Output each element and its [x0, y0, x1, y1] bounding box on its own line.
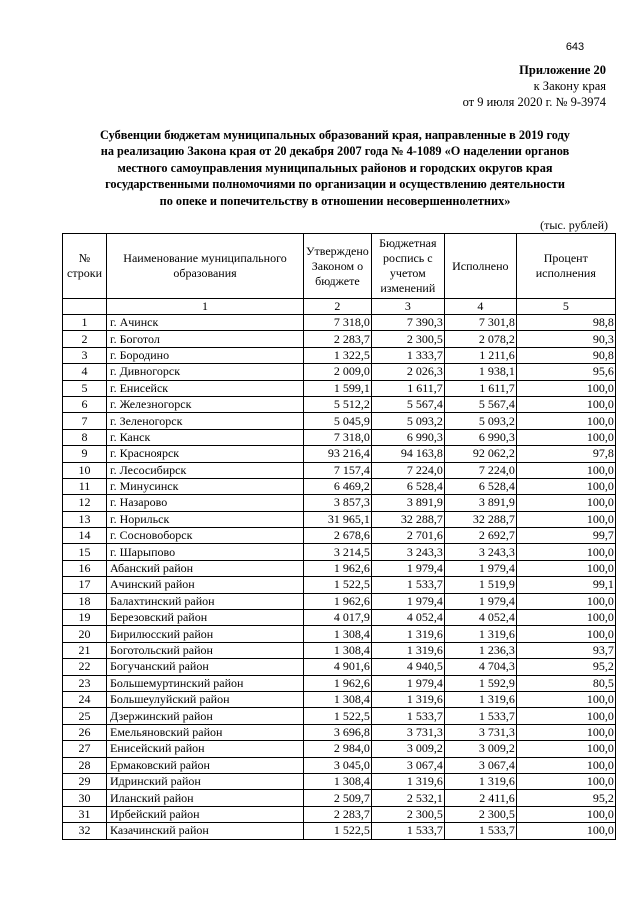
- executed-amount: 1 236,3: [444, 642, 516, 658]
- budget-schedule-amount: 2 026,3: [371, 364, 444, 380]
- execution-percent: 100,0: [516, 413, 615, 429]
- municipality-name: г. Назарово: [107, 495, 304, 511]
- budget-schedule-amount: 2 532,1: [371, 790, 444, 806]
- subsidies-table: [62, 233, 616, 840]
- title-line: по опеке и попечительству в отношении несовершеннолетних»: [159, 193, 511, 208]
- table-body: [63, 315, 616, 840]
- row-number: 19: [63, 610, 107, 626]
- row-number: 22: [63, 659, 107, 675]
- execution-percent: 80,5: [516, 675, 615, 691]
- executed-amount: 6 990,3: [444, 429, 516, 445]
- executed-amount: 1 533,7: [444, 823, 516, 839]
- approved-amount: 5 512,2: [304, 396, 372, 412]
- execution-percent: 100,0: [516, 741, 615, 757]
- execution-percent: 100,0: [516, 610, 615, 626]
- table-row: [63, 380, 616, 396]
- table-row: [63, 560, 616, 576]
- execution-percent: 100,0: [516, 544, 615, 560]
- budget-schedule-amount: 1 533,7: [371, 577, 444, 593]
- row-number: 23: [63, 675, 107, 691]
- table-row: [63, 773, 616, 789]
- approved-amount: 1 522,5: [304, 823, 372, 839]
- row-number: 12: [63, 495, 107, 511]
- title-line: местного самоуправления муниципальных районов и городских округов края: [117, 160, 553, 175]
- table-row: [63, 659, 616, 675]
- appendix-date: от 9 июля 2020 г. № 9-3974: [462, 95, 606, 109]
- municipality-name: г. Минусинск: [107, 478, 304, 494]
- execution-percent: 93,7: [516, 642, 615, 658]
- table-row: [63, 315, 616, 331]
- budget-schedule-amount: 3 731,3: [371, 724, 444, 740]
- table-row: [63, 790, 616, 806]
- row-number: 29: [63, 773, 107, 789]
- municipality-name: Балахтинский район: [107, 593, 304, 609]
- table-row: [63, 741, 616, 757]
- table-row: [63, 331, 616, 347]
- table-row: [63, 364, 616, 380]
- budget-schedule-amount: 5 567,4: [371, 396, 444, 412]
- execution-percent: 100,0: [516, 823, 615, 839]
- execution-percent: 100,0: [516, 708, 615, 724]
- execution-percent: 100,0: [516, 560, 615, 576]
- executed-amount: 2 411,6: [444, 790, 516, 806]
- row-number: 30: [63, 790, 107, 806]
- execution-percent: 100,0: [516, 396, 615, 412]
- row-number: 5: [63, 380, 107, 396]
- approved-amount: 4 901,6: [304, 659, 372, 675]
- executed-amount: 3 891,9: [444, 495, 516, 511]
- municipality-name: Березовский район: [107, 610, 304, 626]
- budget-schedule-amount: 1 979,4: [371, 593, 444, 609]
- table-row: [63, 626, 616, 642]
- execution-percent: 100,0: [516, 757, 615, 773]
- table-row: [63, 691, 616, 707]
- executed-amount: 5 567,4: [444, 396, 516, 412]
- approved-amount: 7 318,0: [304, 315, 372, 331]
- executed-amount: 7 224,0: [444, 462, 516, 478]
- municipality-name: Ачинский район: [107, 577, 304, 593]
- budget-schedule-amount: 6 990,3: [371, 429, 444, 445]
- budget-schedule-amount: 3 243,3: [371, 544, 444, 560]
- execution-percent: 100,0: [516, 511, 615, 527]
- budget-schedule-amount: 1 611,7: [371, 380, 444, 396]
- table-row: [63, 757, 616, 773]
- executed-amount: 7 301,8: [444, 315, 516, 331]
- row-number: 15: [63, 544, 107, 560]
- execution-percent: 100,0: [516, 478, 615, 494]
- approved-amount: 1 322,5: [304, 347, 372, 363]
- approved-amount: 4 017,9: [304, 610, 372, 626]
- budget-schedule-amount: 1 333,7: [371, 347, 444, 363]
- executed-amount: 1 979,4: [444, 560, 516, 576]
- row-number: 6: [63, 396, 107, 412]
- table-row: [63, 528, 616, 544]
- table-row: [63, 593, 616, 609]
- executed-amount: 32 288,7: [444, 511, 516, 527]
- municipality-name: Емельяновский район: [107, 724, 304, 740]
- municipality-name: Ирбейский район: [107, 806, 304, 822]
- approved-amount: 93 216,4: [304, 446, 372, 462]
- row-number: 27: [63, 741, 107, 757]
- header-municipality: Наименование муниципального образования: [107, 234, 304, 299]
- executed-amount: 1 319,6: [444, 773, 516, 789]
- appendix-title: Приложение 20: [519, 63, 606, 77]
- row-number: 17: [63, 577, 107, 593]
- column-number: 3: [371, 299, 444, 315]
- approved-amount: 3 045,0: [304, 757, 372, 773]
- row-number: 2: [63, 331, 107, 347]
- budget-schedule-amount: 1 319,6: [371, 773, 444, 789]
- budget-schedule-amount: 1 979,4: [371, 560, 444, 576]
- executed-amount: 4 052,4: [444, 610, 516, 626]
- municipality-name: Большемуртинский район: [107, 675, 304, 691]
- row-number: 16: [63, 560, 107, 576]
- row-number: 9: [63, 446, 107, 462]
- municipality-name: г. Боготол: [107, 331, 304, 347]
- table-row: [63, 610, 616, 626]
- execution-percent: 100,0: [516, 495, 615, 511]
- execution-percent: 97,8: [516, 446, 615, 462]
- execution-percent: 100,0: [516, 691, 615, 707]
- budget-schedule-amount: 1 533,7: [371, 823, 444, 839]
- municipality-name: г. Железногорск: [107, 396, 304, 412]
- budget-schedule-amount: 32 288,7: [371, 511, 444, 527]
- approved-amount: 2 984,0: [304, 741, 372, 757]
- municipality-name: Бирилюсский район: [107, 626, 304, 642]
- approved-amount: 3 214,5: [304, 544, 372, 560]
- approved-amount: 6 469,2: [304, 478, 372, 494]
- execution-percent: 95,2: [516, 659, 615, 675]
- approved-amount: 2 678,6: [304, 528, 372, 544]
- approved-amount: 1 308,4: [304, 642, 372, 658]
- budget-schedule-amount: 1 979,4: [371, 675, 444, 691]
- executed-amount: 3 009,2: [444, 741, 516, 757]
- budget-schedule-amount: 3 067,4: [371, 757, 444, 773]
- table-row: [63, 823, 616, 839]
- budget-schedule-amount: 1 319,6: [371, 691, 444, 707]
- row-number: 21: [63, 642, 107, 658]
- approved-amount: 1 599,1: [304, 380, 372, 396]
- executed-amount: 1 592,9: [444, 675, 516, 691]
- table-row: [63, 724, 616, 740]
- execution-percent: 100,0: [516, 773, 615, 789]
- execution-percent: 100,0: [516, 380, 615, 396]
- municipality-name: г. Шарыпово: [107, 544, 304, 560]
- row-number: 11: [63, 478, 107, 494]
- budget-schedule-amount: 4 940,5: [371, 659, 444, 675]
- municipality-name: Дзержинский район: [107, 708, 304, 724]
- approved-amount: 2 509,7: [304, 790, 372, 806]
- table-row: [63, 544, 616, 560]
- municipality-name: г. Канск: [107, 429, 304, 445]
- table-row: [63, 478, 616, 494]
- execution-percent: 100,0: [516, 462, 615, 478]
- table-row: [63, 511, 616, 527]
- approved-amount: 1 522,5: [304, 708, 372, 724]
- budget-schedule-amount: 7 390,3: [371, 315, 444, 331]
- municipality-name: Казачинский район: [107, 823, 304, 839]
- header-percent: Процент исполнения: [516, 234, 615, 299]
- row-number: 14: [63, 528, 107, 544]
- approved-amount: 1 308,4: [304, 626, 372, 642]
- row-number: 24: [63, 691, 107, 707]
- budget-schedule-amount: 1 319,6: [371, 642, 444, 658]
- executed-amount: 92 062,2: [444, 446, 516, 462]
- table-row: [63, 708, 616, 724]
- approved-amount: 5 045,9: [304, 413, 372, 429]
- budget-schedule-amount: 2 300,5: [371, 331, 444, 347]
- execution-percent: 98,8: [516, 315, 615, 331]
- table-row: [63, 495, 616, 511]
- table-row: [63, 347, 616, 363]
- units-label: (тыс. рублей): [540, 218, 608, 232]
- header-executed: Исполнено: [444, 234, 516, 299]
- row-number: 26: [63, 724, 107, 740]
- executed-amount: 1 211,6: [444, 347, 516, 363]
- column-number: 5: [516, 299, 615, 315]
- row-number: 4: [63, 364, 107, 380]
- document-title: [62, 127, 608, 209]
- budget-schedule-amount: 1 533,7: [371, 708, 444, 724]
- row-number: 1: [63, 315, 107, 331]
- title-line: Субвенции бюджетам муниципальных образований края, направленные в 2019 году: [100, 128, 570, 142]
- row-number: 13: [63, 511, 107, 527]
- table-row: [63, 446, 616, 462]
- title-line: на реализацию Закона края от 20 декабря 2007 года № 4-1089 «О наделении органов: [100, 144, 570, 159]
- approved-amount: 1 962,6: [304, 593, 372, 609]
- approved-amount: 2 283,7: [304, 331, 372, 347]
- municipality-name: г. Бородино: [107, 347, 304, 363]
- budget-schedule-amount: 94 163,8: [371, 446, 444, 462]
- row-number: 31: [63, 806, 107, 822]
- execution-percent: 95,6: [516, 364, 615, 380]
- budget-schedule-amount: 2 300,5: [371, 806, 444, 822]
- execution-percent: 100,0: [516, 626, 615, 642]
- row-number: 10: [63, 462, 107, 478]
- municipality-name: Боготольский район: [107, 642, 304, 658]
- municipality-name: г. Сосновоборск: [107, 528, 304, 544]
- approved-amount: 3 857,3: [304, 495, 372, 511]
- row-number: 28: [63, 757, 107, 773]
- header-budget-schedule: Бюджетная роспись с учетом изменений: [371, 234, 444, 299]
- executed-amount: 1 938,1: [444, 364, 516, 380]
- executed-amount: 4 704,3: [444, 659, 516, 675]
- executed-amount: 2 078,2: [444, 331, 516, 347]
- executed-amount: 1 979,4: [444, 593, 516, 609]
- executed-amount: 2 300,5: [444, 806, 516, 822]
- budget-schedule-amount: 4 052,4: [371, 610, 444, 626]
- municipality-name: Ермаковский район: [107, 757, 304, 773]
- execution-percent: 99,7: [516, 528, 615, 544]
- page-number: 643: [565, 41, 585, 53]
- municipality-name: Большеулуйский район: [107, 691, 304, 707]
- approved-amount: 1 308,4: [304, 773, 372, 789]
- budget-schedule-amount: 6 528,4: [371, 478, 444, 494]
- table-header-row: [63, 234, 616, 299]
- header-approved: Утверждено Законом о бюджете: [304, 234, 372, 299]
- executed-amount: 3 731,3: [444, 724, 516, 740]
- approved-amount: 2 283,7: [304, 806, 372, 822]
- appendix-law-ref: к Закону края: [533, 79, 606, 93]
- approved-amount: 7 157,4: [304, 462, 372, 478]
- column-number: 4: [444, 299, 516, 315]
- approved-amount: 7 318,0: [304, 429, 372, 445]
- municipality-name: Идринский район: [107, 773, 304, 789]
- executed-amount: 2 692,7: [444, 528, 516, 544]
- municipality-name: г. Норильск: [107, 511, 304, 527]
- budget-schedule-amount: 5 093,2: [371, 413, 444, 429]
- execution-percent: 100,0: [516, 593, 615, 609]
- approved-amount: 31 965,1: [304, 511, 372, 527]
- executed-amount: 1 319,6: [444, 691, 516, 707]
- budget-schedule-amount: 2 701,6: [371, 528, 444, 544]
- column-number: 2: [304, 299, 372, 315]
- execution-percent: 95,2: [516, 790, 615, 806]
- executed-amount: 6 528,4: [444, 478, 516, 494]
- row-number: 8: [63, 429, 107, 445]
- appendix-header: [463, 62, 606, 110]
- table-row: [63, 413, 616, 429]
- execution-percent: 90,3: [516, 331, 615, 347]
- municipality-name: Абанский район: [107, 560, 304, 576]
- budget-schedule-amount: 3 891,9: [371, 495, 444, 511]
- approved-amount: 2 009,0: [304, 364, 372, 380]
- approved-amount: 1 308,4: [304, 691, 372, 707]
- header-row-number: № строки: [63, 234, 107, 299]
- municipality-name: г. Дивногорск: [107, 364, 304, 380]
- execution-percent: 100,0: [516, 806, 615, 822]
- executed-amount: 3 067,4: [444, 757, 516, 773]
- executed-amount: 1 611,7: [444, 380, 516, 396]
- budget-schedule-amount: 1 319,6: [371, 626, 444, 642]
- execution-percent: 100,0: [516, 724, 615, 740]
- approved-amount: 3 696,8: [304, 724, 372, 740]
- executed-amount: 1 319,6: [444, 626, 516, 642]
- row-number: 20: [63, 626, 107, 642]
- table-row: [63, 675, 616, 691]
- municipality-name: Иланский район: [107, 790, 304, 806]
- column-number: 1: [107, 299, 304, 315]
- table-row: [63, 429, 616, 445]
- row-number: 18: [63, 593, 107, 609]
- table-row: [63, 642, 616, 658]
- executed-amount: 1 533,7: [444, 708, 516, 724]
- row-number: 7: [63, 413, 107, 429]
- approved-amount: 1 962,6: [304, 675, 372, 691]
- budget-schedule-amount: 3 009,2: [371, 741, 444, 757]
- executed-amount: 5 093,2: [444, 413, 516, 429]
- approved-amount: 1 522,5: [304, 577, 372, 593]
- municipality-name: г. Ачинск: [107, 315, 304, 331]
- municipality-name: г. Красноярск: [107, 446, 304, 462]
- column-number: [63, 299, 107, 315]
- row-number: 32: [63, 823, 107, 839]
- municipality-name: г. Енисейск: [107, 380, 304, 396]
- executed-amount: 1 519,9: [444, 577, 516, 593]
- municipality-name: Богучанский район: [107, 659, 304, 675]
- column-number-row: [63, 299, 616, 315]
- budget-schedule-amount: 7 224,0: [371, 462, 444, 478]
- execution-percent: 100,0: [516, 429, 615, 445]
- municipality-name: Енисейский район: [107, 741, 304, 757]
- municipality-name: г. Лесосибирск: [107, 462, 304, 478]
- executed-amount: 3 243,3: [444, 544, 516, 560]
- table-row: [63, 396, 616, 412]
- table-row: [63, 806, 616, 822]
- municipality-name: г. Зеленогорск: [107, 413, 304, 429]
- table-row: [63, 577, 616, 593]
- table-row: [63, 462, 616, 478]
- execution-percent: 90,8: [516, 347, 615, 363]
- approved-amount: 1 962,6: [304, 560, 372, 576]
- execution-percent: 99,1: [516, 577, 615, 593]
- row-number: 25: [63, 708, 107, 724]
- title-line: государственными полномочиями по организации и осуществлению деятельности: [105, 177, 565, 192]
- row-number: 3: [63, 347, 107, 363]
